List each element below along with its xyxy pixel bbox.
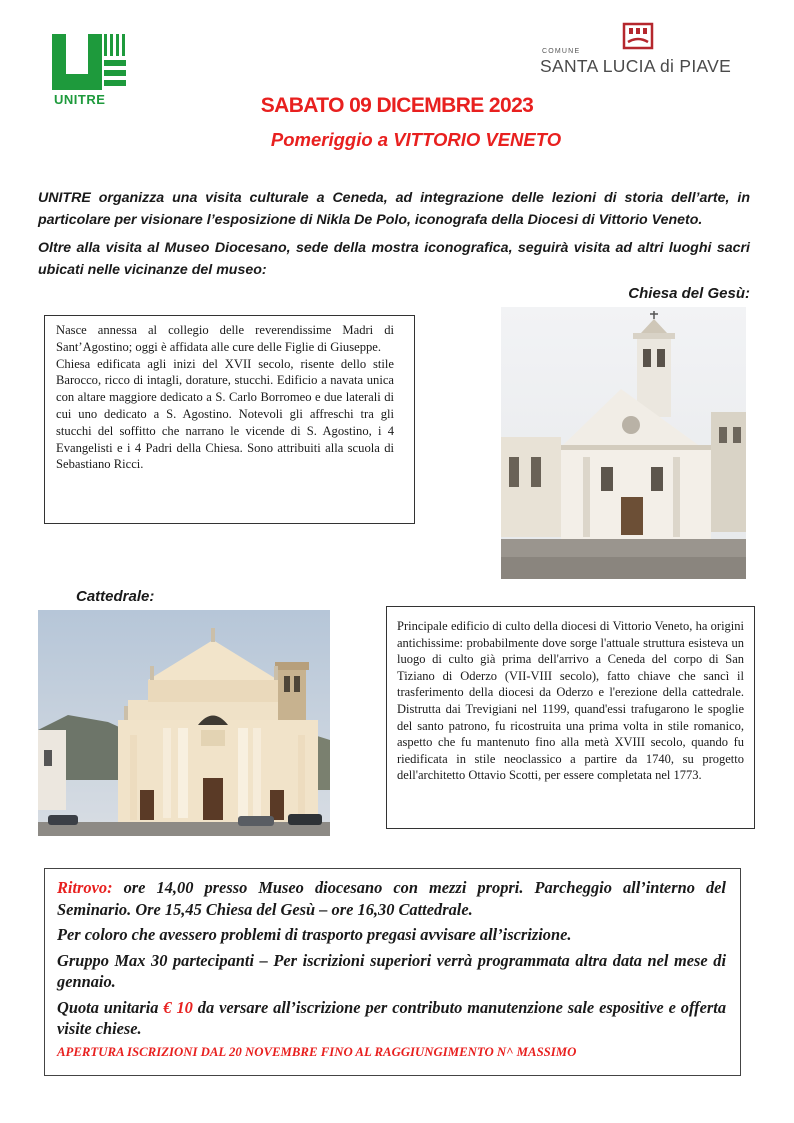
- apertura-line: APERTURA ISCRIZIONI DAL 20 NOVEMBRE FINO AL RAGGIUNGIMENTO N^ MASSIMO: [57, 1044, 577, 1059]
- gesu-church-photo: [501, 307, 746, 579]
- intro-paragraph-2: Oltre alla visita al Museo Diocesano, sede della mostra iconografica, seguirà visita ad altri luoghi sacri ubicati nelle vicinanze del museo:: [38, 240, 750, 278]
- page-title: SABATO 09 DICEMBRE 2023: [260, 94, 534, 117]
- unitre-bars-icon: [104, 34, 126, 90]
- cattedrale-photo: [38, 610, 330, 836]
- cattedrale-description-box: [386, 606, 755, 829]
- gesu-text-2: Chiesa edificata agli inizi del XVII secolo, risente dello stile Barocco, ricco di intagli, dorature, stucchi. Edificio a navata unica con altare maggiore dedicato a S. Carlo Borromeo e due laterali di cui uno dedicato a S. Agostino. Notevoli gli affreschi tra gli stucchi del soffitto che narrano le vicende di S. Agostino, i 4 Evangelisti e i 4 Padri della Chiesa. Sono attribuiti alla scuola di Sebastiano Ricci.: [56, 356, 394, 472]
- quota-text: da versare all’iscrizione per contributo manutenzione sale espositive e offerta visite chiese.: [57, 997, 727, 1038]
- cattedrale-heading: Cattedrale:: [76, 588, 155, 605]
- quota-line: [57, 997, 726, 1040]
- comune-emblem-icon: [622, 22, 654, 50]
- gesu-text-1: Nasce annessa al collegio delle reverendissime Madri di Sant’Agostino; oggi è affidata alle cure delle Figlie di Giuseppe.: [56, 323, 394, 354]
- trasporto-line: Per coloro che avessero problemi di trasporto pregasi avvisare all’iscrizione.: [57, 925, 572, 944]
- ritrovo-label: Ritrovo:: [57, 878, 113, 897]
- comune-small-label: COMUNE: [542, 48, 581, 55]
- quota-price: € 10: [163, 997, 193, 1017]
- gruppo-line: Gruppo Max 30 partecipanti – Per iscrizioni superiori verrà programmata altra data nel mese di gennaio.: [57, 950, 726, 991]
- intro-paragraph: UNITRE organizza una visita culturale a Ceneda, ad integrazione delle lezioni di storia dell’arte, in particolare per visionare l’esposizione di Nikla De Polo, iconografa della Diocesi di Vittorio Veneto.: [38, 190, 750, 228]
- page-subtitle: Pomeriggio a VITTORIO VENETO: [270, 129, 562, 150]
- info-box: [44, 868, 741, 1076]
- ritrovo-line: [57, 877, 726, 920]
- comune-logo: [540, 22, 750, 82]
- unitre-logo-label: UNITRE: [54, 92, 106, 107]
- gesu-heading: Chiesa del Gesù:: [628, 285, 750, 302]
- comune-name: SANTA LUCIA di PIAVE: [540, 56, 732, 76]
- cattedrale-text: Principale edificio di culto della diocesi di Vittorio Veneto, ha origini antichissime: probabilmente dove sorge l'attuale struttura esisteva un luogo di culto già prima dell'arrivo a Ceneda del corpo di San Tiziano di Oderzo (VII-VIII secolo), fatto chiave che sancì il trasferimento della diocesi da Oderzo e l'erezione della cattedrale. Distrutta dai Trevigiani nel 1199, quand'essi trafugarono le spoglie del santo patrono, fu ricostruita una prima volta in stile romanico, aspetto che fu mantenuto fino alla metà XVIII secolo, quando fu riedificata in stile neoclassico a partire da 1740, su progetto dell'architetto Ottavio Scotti, per essere completata nel 1773.: [397, 619, 744, 783]
- unitre-u-icon: [52, 34, 102, 90]
- gesu-description-box: [44, 315, 415, 524]
- ritrovo-text: ore 14,00 presso Museo diocesano con mezzi propri. Parcheggio all’interno del Seminario. Ore 15,45 Chiesa del Gesù – ore 16,30 Cattedrale.: [57, 878, 726, 919]
- quota-label: Quota unitaria: [57, 997, 164, 1017]
